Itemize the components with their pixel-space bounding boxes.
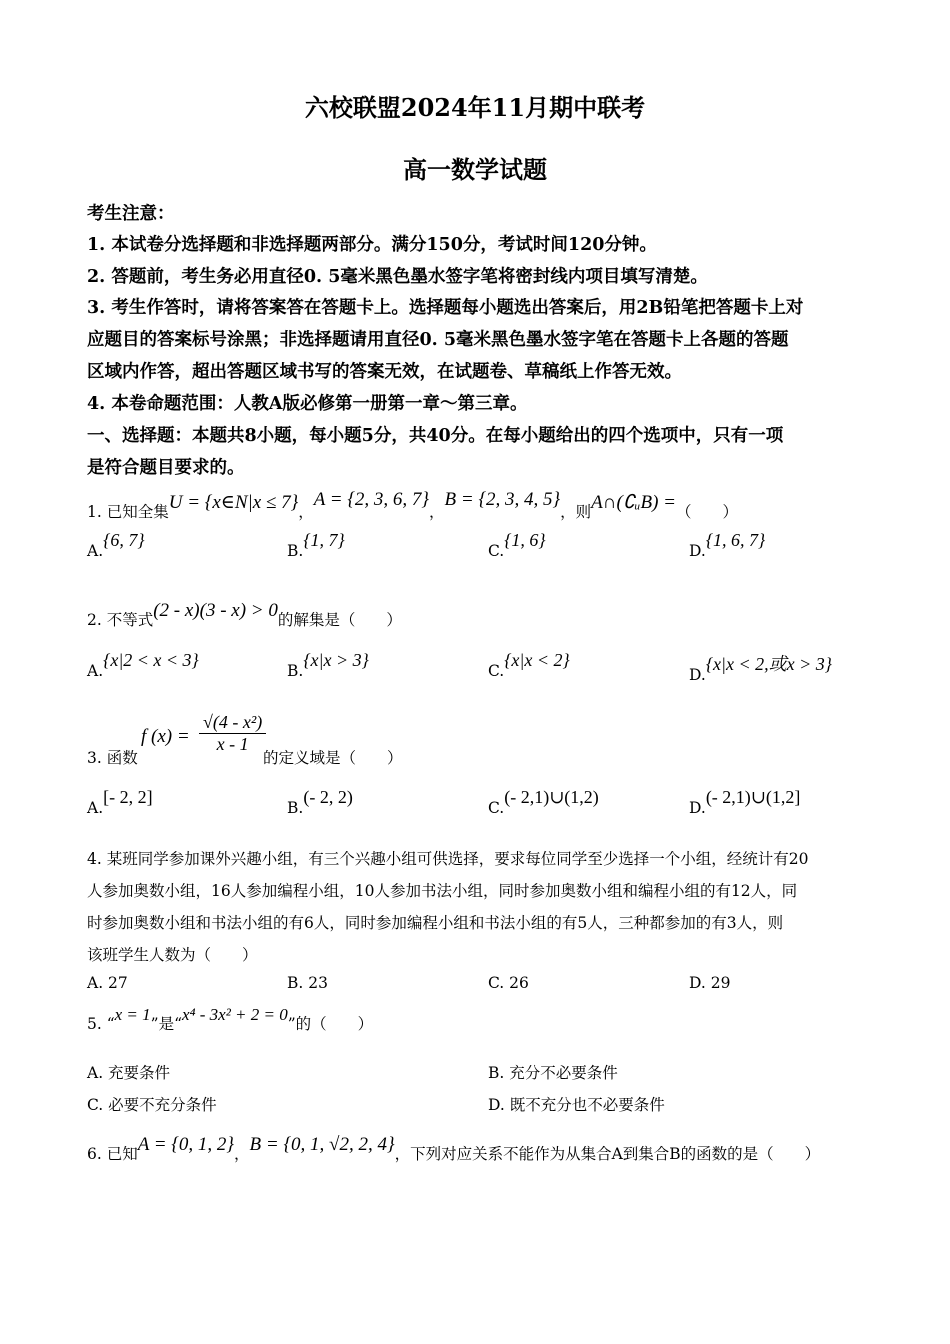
q4-line: 该班学生人数为（ ）: [87, 946, 258, 964]
q4-option-b: B. 23: [287, 974, 328, 992]
q5-prefix: 5. “: [87, 1015, 115, 1033]
q2-option-a: A.{x|2 < x < 3}: [87, 650, 199, 680]
q3-function-lhs: f (x) =: [141, 726, 190, 747]
q6-suffix: ，下列对应关系不能作为从集合A到集合B的函数的是（ ）: [394, 1145, 821, 1163]
q5-mid: ”是“: [150, 1015, 183, 1033]
q2-option-c: C.{x|x < 2}: [488, 650, 570, 680]
question-5: [87, 1005, 867, 1034]
question-2: [87, 600, 867, 631]
q1-set-b: B = {2, 3, 4, 5}: [444, 489, 561, 510]
notice-item: 3. 考生作答时，请将答案答在答题卡上。选择题每小题选出答案后，用2B铅笔把答题卡上对: [87, 298, 804, 318]
q3-suffix: 的定义域是（ ）: [263, 749, 403, 767]
q1-option-a: A.{6, 7}: [87, 530, 145, 560]
notice-item: 2. 答题前，考生务必用直径0. 5毫米黑色墨水签字笔将密封线内项目填写清楚。: [87, 267, 708, 287]
q6-prefix: 6. 已知: [87, 1145, 138, 1163]
q2-option-b: B.{x|x > 3}: [287, 650, 369, 680]
q4-option-d: D. 29: [689, 974, 731, 992]
notice-heading: 考生注意：: [87, 204, 175, 224]
q4-line: 4. 某班同学参加课外兴趣小组，有三个兴趣小组可供选择，要求每位同学至少选择一个小组，经统计有20: [87, 850, 809, 868]
q3-denominator: x - 1: [216, 734, 249, 754]
q1-set-u: U = {x∈N|x ≤ 7}: [168, 492, 299, 513]
q2-inequality: (2 - x)(3 - x) > 0: [153, 600, 278, 621]
q1-option-c: C.{1, 6}: [488, 530, 546, 560]
q1-expression: A∩(∁ᵤB) =: [591, 492, 676, 513]
q1-option-d: D.{1, 6, 7}: [689, 530, 766, 560]
exam-subtitle: 高一数学试题: [403, 155, 547, 184]
q1-paren: （ ）: [676, 503, 739, 521]
q3-prefix: 3. 函数: [87, 749, 138, 767]
q2-prefix: 2. 不等式: [87, 611, 154, 629]
q4-option-a: A. 27: [87, 974, 128, 992]
q1-prefix: 1. 已知全集: [87, 503, 169, 521]
q3-option-b: B.(- 2, 2): [287, 787, 353, 817]
section-heading-line2: 是符合题目要求的。: [87, 458, 245, 478]
q3-option-c: C.(- 2,1)∪(1,2): [488, 787, 599, 817]
q3-option-d: D.(- 2,1)∪(1,2]: [689, 787, 801, 817]
q3-fraction: [199, 712, 266, 755]
q3-numerator: √(4 - x²): [199, 712, 266, 734]
q4-line: 时参加奥数小组和书法小组的有6人，同时参加编程小组和书法小组的有5人，三种都参加的有3人，则: [87, 914, 784, 932]
question-3: [87, 712, 867, 767]
question-1: 1. 已知全集U = {x∈N|x ≤ 7}，A = {2, 3, 6, 7}，B = {2, 3, 4, 5}，则A∩(∁ᵤB) =（ ）: [87, 489, 739, 521]
notice-item: 4. 本卷命题范围：人教A版必修第一册第一章～第三章。: [87, 394, 528, 414]
q5-option-a: A. 充要条件: [87, 1064, 171, 1082]
q1-then: ，则: [560, 503, 592, 521]
q4-line: 人参加奥数小组，16人参加编程小组，10人参加书法小组，同时参加奥数小组和编程小组的有12人，同: [87, 882, 798, 900]
q3-option-a: A.[- 2, 2]: [87, 787, 153, 817]
q6-set-b: B = {0, 1, √2, 2, 4}: [249, 1134, 395, 1155]
exam-title: 六校联盟2024年11月期中联考: [304, 93, 646, 122]
q5-suffix: ”的（ ）: [287, 1015, 374, 1033]
q1-option-b: B.{1, 7}: [287, 530, 345, 560]
q5-condition-1: x = 1: [114, 1005, 151, 1024]
q5-option-d: D. 既不充分也不必要条件: [488, 1096, 665, 1114]
q2-option-d: D.{x|x < 2,或x > 3}: [689, 654, 832, 684]
notice-item: 应题目的答案标号涂黑；非选择题请用直径0. 5毫米黑色墨水签字笔在答题卡上各题的答题: [87, 330, 789, 350]
section-heading-line1: 一、选择题：本题共8小题，每小题5分，共40分。在每小题给出的四个选项中，只有一项: [87, 426, 784, 446]
q6-set-a: A = {0, 1, 2}: [137, 1134, 234, 1155]
q1-set-a: A = {2, 3, 6, 7}: [313, 489, 430, 510]
notice-item: 1. 本试卷分选择题和非选择题两部分。满分150分，考试时间120分钟。: [87, 235, 657, 255]
q2-suffix: 的解集是（ ）: [277, 611, 402, 629]
q4-option-c: C. 26: [488, 974, 529, 992]
notice-item: 区域内作答，超出答题区域书写的答案无效，在试题卷、草稿纸上作答无效。: [87, 362, 682, 382]
q5-condition-2: x⁴ - 3x² + 2 = 0: [182, 1005, 288, 1024]
q5-option-b: B. 充分不必要条件: [488, 1064, 618, 1082]
question-6: 6. 已知A = {0, 1, 2}，B = {0, 1, √2, 2, 4}，下列对应关系不能作为从集合A到集合B的函数的是（ ）: [87, 1134, 821, 1163]
q5-option-c: C. 必要不充分条件: [87, 1096, 217, 1114]
